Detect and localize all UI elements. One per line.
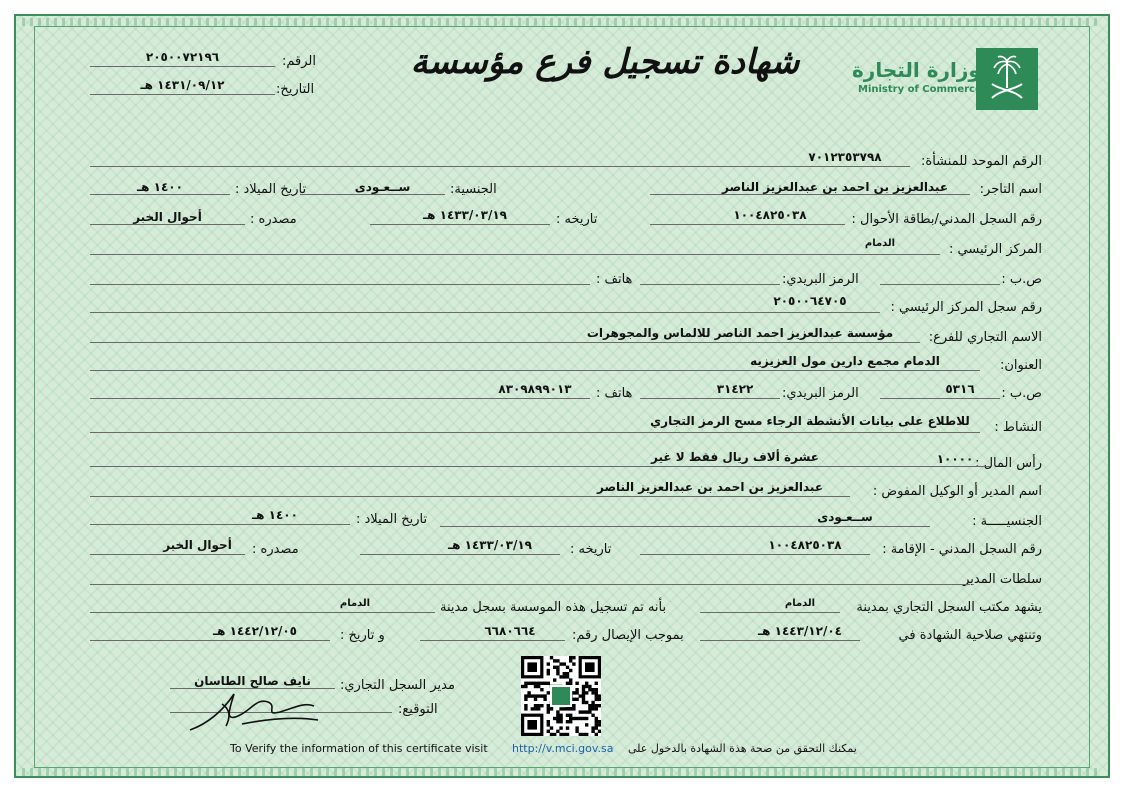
row-line: [370, 224, 550, 225]
date-value: ١٤٣١/٠٩/١٢ هـ: [140, 78, 225, 92]
nationality-value: ســعـودى: [354, 180, 411, 194]
civil-date-value: ١٤٣٣/٠٣/١٩ هـ: [423, 208, 507, 222]
guilloche-border-bottom: [22, 768, 1102, 776]
row-line: [640, 554, 870, 555]
row-line: [90, 432, 980, 433]
manager-label: اسم المدير أو الوكيل المفوض :: [872, 484, 1042, 499]
nationality-label: الجنسية:: [450, 182, 497, 197]
row-line: [90, 224, 245, 225]
row-line: [90, 370, 980, 371]
receipt-value: ٦٦٨٠٦٦٤: [484, 624, 536, 638]
manager-powers-label: سلطات المدير: [963, 572, 1042, 587]
date-line: [90, 94, 275, 95]
birth-value: ١٤٠٠ هـ: [137, 180, 183, 194]
manager-value: عبدالعزيز بن احمد بن عبدالعزيز الناصر: [596, 480, 824, 494]
signature-label: التوقيع:: [398, 702, 438, 717]
unified-number-value: ٧٠١٢٣٥٣٧٩٨: [808, 150, 882, 164]
row-line: [90, 284, 590, 285]
row-line: [90, 254, 940, 255]
manager-nationality-value: ســعـودى: [817, 510, 873, 524]
capital-label: رأس المال :: [975, 456, 1042, 471]
handwritten-signature: [182, 686, 322, 736]
row-line: [90, 496, 850, 497]
pobox-label: ص.ب :: [1001, 272, 1042, 287]
civil-source-value: أحوال الخبر: [133, 210, 202, 224]
receipt-date-label: و تاريخ :: [340, 628, 385, 643]
manager-source-value: أحوال الخبر: [163, 538, 232, 552]
row-line: [90, 166, 910, 167]
director-name: نايف صالح الطاسان: [194, 674, 311, 688]
expiry-value: ١٤٤٣/١٢/٠٤ هـ: [758, 624, 842, 638]
merchant-value: عبدالعزيز بن احمد بن عبدالعزيز الناصر: [721, 180, 949, 194]
postal2-label: الرمز البريدي:: [782, 386, 859, 401]
manager-birth-label: تاريخ الميلاد :: [356, 512, 428, 527]
civil-id-label: رقم السجل المدني/بطاقة الأحوال :: [851, 212, 1042, 227]
verify-text-en: To Verify the information of this certificate visit: [230, 742, 488, 755]
date-label: التاريخ:: [276, 82, 315, 97]
palm-swords-icon: [976, 48, 1038, 110]
row-line: [90, 194, 230, 195]
certify-city-1: الدمام: [784, 598, 816, 609]
ministry-logo: [976, 48, 1038, 110]
trade-name-value: مؤسسة عبدالعزيز احمد الناصر للالماس والمجوهرات: [586, 326, 894, 340]
certify-city-2: الدمام: [339, 598, 371, 609]
receipt-label: بموجب الإيصال رقم:: [572, 628, 684, 643]
row-line: [90, 524, 350, 525]
row-line: [90, 342, 920, 343]
row-line: [90, 612, 435, 613]
hq-label: المركز الرئيسي :: [949, 242, 1042, 257]
certificate-title: شهادة تسجيل فرع مؤسسة: [410, 42, 800, 82]
address-label: العنوان:: [999, 358, 1042, 373]
number-value: ٢٠٥٠٠٧٢١٩٦: [145, 50, 220, 64]
unified-number-label: الرقم الموحد للمنشأة:: [921, 154, 1042, 169]
verify-text-ar: يمكنك التحقق من صحة هذة الشهادة بالدخول على: [628, 742, 857, 755]
manager-nationality-label: الجنسيـــــة :: [972, 514, 1042, 529]
address-value: الدمام مجمع دارين مول العزيزيه: [750, 354, 940, 368]
row-line: [90, 466, 990, 467]
capital-words: عشرة ألاف ريال فقط لا غير: [650, 450, 819, 464]
row-line: [90, 398, 590, 399]
row-line: [90, 554, 245, 555]
row-line: [440, 526, 930, 527]
certify-text-a: يشهد مكتب السجل التجاري بمدينة: [856, 600, 1042, 615]
director-label: مدير السجل التجاري:: [340, 678, 455, 693]
birth-label: تاريخ الميلاد :: [235, 182, 307, 197]
phone2-label: هاتف :: [596, 386, 633, 401]
pobox2-value: ٥٣١٦: [945, 382, 975, 396]
row-line: [90, 312, 880, 313]
row-line: [640, 398, 780, 399]
civil-source-label: مصدره :: [250, 212, 297, 227]
manager-source-label: مصدره :: [252, 542, 299, 557]
ministry-name-en: Ministry of Commerce: [858, 84, 982, 95]
row-line: [650, 194, 970, 195]
row-line: [640, 284, 780, 285]
capital-value: ١٠٠٠٠: [936, 452, 974, 466]
trade-name-label: الاسم التجاري للفرع:: [928, 330, 1042, 345]
pobox2-label: ص.ب :: [1001, 386, 1042, 401]
guilloche-border-top: [22, 18, 1102, 26]
postal2-value: ٣١٤٢٢: [716, 382, 754, 396]
row-line: [420, 640, 565, 641]
phone2-value: ٨٣٠٩٨٩٩٠١٣: [498, 382, 572, 396]
verify-link[interactable]: http://v.mci.gov.sa: [512, 742, 614, 755]
row-line: [90, 584, 970, 585]
row-line: [650, 224, 845, 225]
manager-civil-date-label: تاريخه :: [570, 542, 612, 557]
hq-value: الدمام: [864, 238, 896, 249]
manager-birth-value: ١٤٠٠ هـ: [252, 508, 298, 522]
row-line: [360, 554, 560, 555]
hq-registry-label: رقم سجل المركز الرئيسي :: [890, 300, 1042, 315]
phone-label: هاتف :: [596, 272, 633, 287]
number-line: [90, 66, 275, 67]
merchant-label: اسم التاجر:: [979, 182, 1042, 197]
activity-value: للاطلاع على بيانات الأنشطة الرجاء مسح الرمز التجاري: [650, 414, 970, 428]
ministry-name-ar: وزارة التجارة: [852, 58, 981, 82]
row-line: [300, 194, 445, 195]
row-line: [90, 640, 330, 641]
row-line: [700, 612, 840, 613]
activity-label: النشاط :: [994, 420, 1042, 435]
row-line: [700, 640, 860, 641]
number-label: الرقم:: [282, 54, 316, 69]
hq-registry-value: ٢٠٥٠٠٦٤٧٠٥: [773, 294, 847, 308]
receipt-date-value: ١٤٤٢/١٢/٠٥ هـ: [213, 624, 297, 638]
row-line: [880, 398, 1000, 399]
certify-text-b: بأنه تم تسجيل هذه الموسسة بسجل مدينة: [440, 600, 667, 615]
civil-date-label: تاريخه :: [556, 212, 598, 227]
civil-id-value: ١٠٠٤٨٢٥٠٣٨: [733, 208, 807, 222]
verification-qr-code[interactable]: [521, 656, 601, 736]
row-line: [880, 284, 1000, 285]
expiry-label: وتنتهي صلاحية الشهادة في: [898, 628, 1042, 643]
manager-civil-value: ١٠٠٤٨٢٥٠٣٨: [768, 538, 842, 552]
manager-civil-date-value: ١٤٣٣/٠٣/١٩ هـ: [448, 538, 532, 552]
postal-code-label: الرمز البريدي:: [782, 272, 859, 287]
manager-civil-label: رقم السجل المدني - الإقامة :: [882, 542, 1042, 557]
